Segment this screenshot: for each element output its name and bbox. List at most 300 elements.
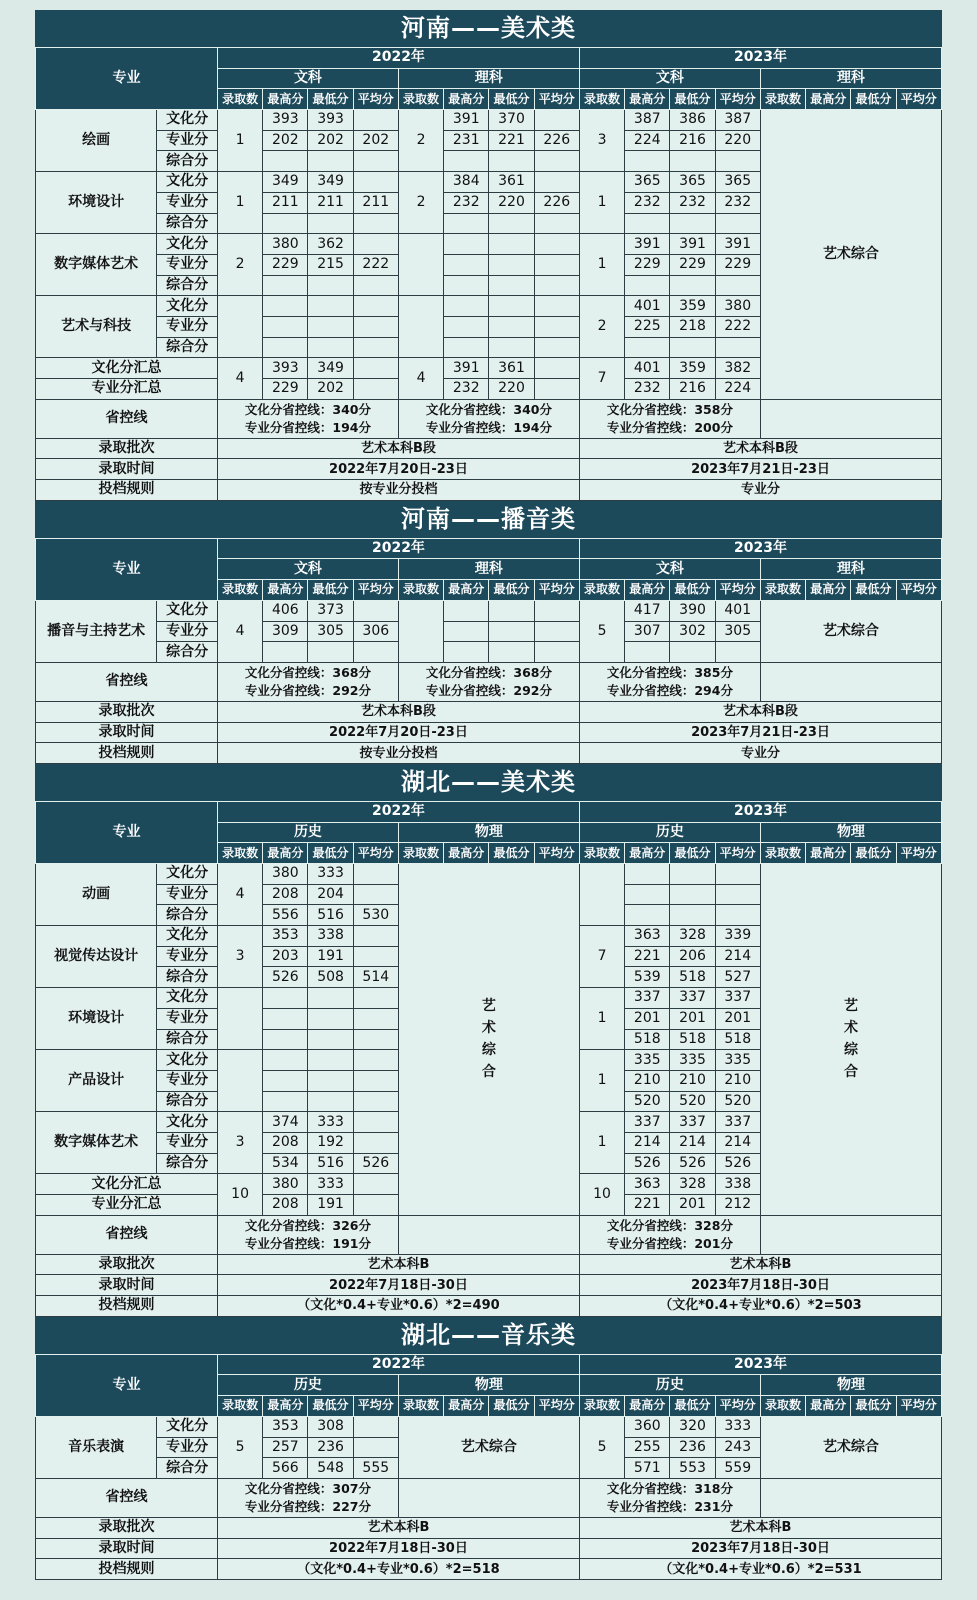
- rule-2023: （文化*0.4+专业*0.6）*2=531: [579, 1559, 941, 1580]
- column-header: 录取数: [760, 1396, 805, 1417]
- control-2022-a: [217, 1478, 398, 1517]
- score-cell: [489, 316, 534, 337]
- art-zonghe-char: 合: [481, 1064, 496, 1081]
- control-2022-a: [217, 662, 398, 701]
- major-name: 数字媒体艺术: [36, 234, 157, 296]
- control-line: 专业分省控线：227分: [244, 1498, 371, 1514]
- score-cell: 229: [263, 379, 308, 400]
- score-cell: 211: [263, 192, 308, 213]
- score-cell: 390: [670, 600, 715, 621]
- score-type-label: 专业分: [157, 884, 218, 905]
- score-cell: 527: [715, 967, 760, 988]
- control-2022-b: [398, 662, 579, 701]
- score-cell: 349: [308, 358, 353, 379]
- control-2023-a: [579, 1215, 760, 1254]
- score-cell: 214: [625, 1132, 670, 1153]
- score-cell: [625, 213, 670, 234]
- control-2022-b: [398, 399, 579, 438]
- column-header: 最高分: [625, 843, 670, 864]
- major-name: 数字媒体艺术: [36, 1112, 157, 1174]
- score-cell: 353: [263, 926, 308, 947]
- admission-score-sheet: [35, 10, 942, 1580]
- batch-2022: 艺术本科B段: [217, 438, 579, 459]
- score-cell: 308: [308, 1416, 353, 1437]
- score-cell: [670, 213, 715, 234]
- column-header: 最低分: [670, 843, 715, 864]
- score-cell: 391: [444, 110, 489, 131]
- score-cell: [353, 1008, 398, 1029]
- score-cell: 363: [625, 1174, 670, 1195]
- score-cell: [670, 275, 715, 296]
- score-table: [35, 538, 942, 764]
- score-cell: 225: [625, 316, 670, 337]
- column-header: 最高分: [444, 843, 489, 864]
- score-cell: [263, 296, 308, 317]
- score-cell: [353, 1029, 398, 1050]
- score-cell: 534: [263, 1153, 308, 1174]
- admit-count: 4: [398, 358, 443, 399]
- year-2023-header: 2023年: [579, 801, 941, 822]
- admit-count: 1: [579, 1112, 624, 1174]
- score-cell: 191: [308, 946, 353, 967]
- score-cell: [308, 1050, 353, 1071]
- score-cell: [534, 254, 579, 275]
- score-cell: [534, 621, 579, 642]
- score-cell: 520: [670, 1091, 715, 1112]
- score-cell: 349: [308, 172, 353, 193]
- score-cell: [353, 379, 398, 400]
- score-cell: 229: [263, 254, 308, 275]
- score-cell: 393: [308, 110, 353, 131]
- column-header: 最低分: [851, 1396, 896, 1417]
- column-header: 最高分: [263, 89, 308, 110]
- score-type-label: 文化分: [157, 926, 218, 947]
- score-cell: [353, 110, 398, 131]
- score-cell: [715, 864, 760, 885]
- year-2023-header: 2023年: [579, 1354, 941, 1375]
- score-type-label: 文化分: [157, 296, 218, 317]
- score-cell: 530: [353, 905, 398, 926]
- score-type-label: 综合分: [157, 905, 218, 926]
- column-header: 最低分: [670, 1396, 715, 1417]
- score-cell: 328: [670, 926, 715, 947]
- score-cell: 232: [670, 192, 715, 213]
- column-header: 最低分: [851, 580, 896, 601]
- admit-count: 3: [579, 110, 624, 172]
- column-header: 录取数: [217, 89, 262, 110]
- score-cell: 201: [625, 1008, 670, 1029]
- score-cell: 555: [353, 1458, 398, 1479]
- score-cell: 337: [670, 988, 715, 1009]
- score-cell: 339: [715, 926, 760, 947]
- score-cell: 359: [670, 296, 715, 317]
- admit-count: 2: [217, 234, 262, 296]
- column-header: 最低分: [308, 843, 353, 864]
- score-type-label: 综合分: [157, 213, 218, 234]
- batch-2023: 艺术本科B段: [579, 438, 941, 459]
- time-label: 录取时间: [36, 1538, 218, 1559]
- score-cell: 333: [308, 1174, 353, 1195]
- score-cell: 361: [489, 358, 534, 379]
- time-2023: 2023年7月21日-23日: [579, 459, 941, 480]
- art-zonghe-char: 综: [481, 1042, 496, 1059]
- score-cell: [534, 151, 579, 172]
- score-cell: 307: [625, 621, 670, 642]
- score-cell: [444, 213, 489, 234]
- score-cell: 556: [263, 905, 308, 926]
- major-header: 专业: [36, 801, 218, 863]
- column-header: 录取数: [760, 843, 805, 864]
- score-cell: [353, 600, 398, 621]
- control-line: 文化分省控线：318分: [606, 1480, 733, 1496]
- admit-count: 1: [579, 988, 624, 1050]
- admit-count: [398, 600, 443, 662]
- score-cell: [263, 988, 308, 1009]
- time-2022: 2022年7月20日-23日: [217, 459, 579, 480]
- admit-count: [398, 296, 443, 358]
- control-line: 文化分省控线：368分: [425, 664, 552, 680]
- section-title: 湖北——美术类: [35, 764, 942, 801]
- score-cell: 374: [263, 1112, 308, 1133]
- art-zonghe-note: 艺术综合: [760, 1416, 941, 1478]
- score-cell: [353, 1174, 398, 1195]
- time-2022: 2022年7月18日-30日: [217, 1538, 579, 1559]
- time-2023: 2023年7月18日-30日: [579, 1538, 941, 1559]
- time-2022: 2022年7月20日-23日: [217, 722, 579, 743]
- major-name: 音乐表演: [36, 1416, 157, 1478]
- column-header: 最高分: [806, 89, 851, 110]
- score-cell: [715, 275, 760, 296]
- rule-label: 投档规则: [36, 480, 218, 501]
- score-type-label: 综合分: [157, 1458, 218, 1479]
- column-header: 平均分: [353, 580, 398, 601]
- art-zonghe-char: 术: [843, 1020, 858, 1037]
- score-cell: 370: [489, 110, 534, 131]
- column-header: 平均分: [896, 843, 941, 864]
- score-cell: [489, 642, 534, 663]
- score-cell: 365: [670, 172, 715, 193]
- score-cell: 257: [263, 1437, 308, 1458]
- score-type-label: 专业分: [157, 1008, 218, 1029]
- score-cell: 214: [715, 1132, 760, 1153]
- score-cell: [263, 1008, 308, 1029]
- subject-group-header: 文科: [217, 559, 398, 580]
- summary-label: 专业分汇总: [36, 1195, 218, 1216]
- score-cell: 211: [353, 192, 398, 213]
- score-cell: 337: [715, 988, 760, 1009]
- art-zonghe-char: 合: [843, 1064, 858, 1081]
- column-header: 平均分: [353, 843, 398, 864]
- score-cell: 218: [670, 316, 715, 337]
- score-cell: 232: [444, 379, 489, 400]
- column-header: 平均分: [715, 1396, 760, 1417]
- column-header: 录取数: [579, 89, 624, 110]
- subject-group-header: 理科: [760, 68, 941, 89]
- rule-2022: 按专业分投档: [217, 743, 579, 764]
- admit-count: 5: [579, 1416, 624, 1478]
- subject-group-header: 文科: [579, 559, 760, 580]
- control-2022-a: [217, 1215, 398, 1254]
- score-cell: [353, 316, 398, 337]
- score-type-label: 专业分: [157, 621, 218, 642]
- admit-count: 1: [217, 110, 262, 172]
- score-cell: 333: [715, 1416, 760, 1437]
- subject-group-header: 物理: [760, 1375, 941, 1396]
- column-header: 平均分: [534, 843, 579, 864]
- score-cell: [625, 905, 670, 926]
- major-header: 专业: [36, 1354, 218, 1416]
- batch-2023: 艺术本科B段: [579, 701, 941, 722]
- control-line: 专业分省控线：294分: [606, 682, 733, 698]
- score-cell: [444, 296, 489, 317]
- score-cell: [353, 358, 398, 379]
- control-label: 省控线: [36, 399, 218, 438]
- score-cell: 520: [625, 1091, 670, 1112]
- score-cell: 221: [489, 130, 534, 151]
- subject-group-header: 历史: [579, 1375, 760, 1396]
- subject-group-header: 理科: [398, 68, 579, 89]
- column-header: 最低分: [851, 89, 896, 110]
- score-cell: 526: [670, 1153, 715, 1174]
- score-cell: 353: [263, 1416, 308, 1437]
- score-type-label: 综合分: [157, 642, 218, 663]
- column-header: 录取数: [760, 580, 805, 601]
- score-cell: 401: [625, 296, 670, 317]
- control-line: 专业分省控线：191分: [244, 1235, 371, 1251]
- subject-group-header: 历史: [579, 822, 760, 843]
- major-name: 环境设计: [36, 988, 157, 1050]
- score-cell: 232: [625, 379, 670, 400]
- score-cell: [353, 1132, 398, 1153]
- score-cell: [534, 337, 579, 358]
- score-cell: 206: [670, 946, 715, 967]
- score-type-label: 专业分: [157, 946, 218, 967]
- score-cell: [308, 1091, 353, 1112]
- time-2022: 2022年7月18日-30日: [217, 1275, 579, 1296]
- admit-count: 2: [579, 296, 624, 358]
- score-cell: [534, 642, 579, 663]
- score-cell: 333: [308, 864, 353, 885]
- score-cell: 380: [263, 864, 308, 885]
- score-cell: 208: [263, 884, 308, 905]
- score-cell: [534, 358, 579, 379]
- score-cell: [444, 337, 489, 358]
- score-cell: 320: [670, 1416, 715, 1437]
- score-cell: 391: [715, 234, 760, 255]
- column-header: 录取数: [398, 580, 443, 601]
- column-header: 平均分: [896, 89, 941, 110]
- score-cell: 393: [263, 110, 308, 131]
- score-cell: 231: [444, 130, 489, 151]
- control-2022-a: [217, 399, 398, 438]
- rule-label: 投档规则: [36, 743, 218, 764]
- score-cell: [353, 1437, 398, 1458]
- score-cell: 229: [670, 254, 715, 275]
- score-cell: [625, 864, 670, 885]
- art-zonghe-note: 艺术综合: [398, 1416, 579, 1478]
- score-type-label: 文化分: [157, 172, 218, 193]
- score-type-label: 专业分: [157, 316, 218, 337]
- admit-count: 10: [579, 1174, 624, 1215]
- score-type-label: 文化分: [157, 988, 218, 1009]
- control-line: 文化分省控线：307分: [244, 1480, 371, 1496]
- subject-group-header: 物理: [398, 1375, 579, 1396]
- score-type-label: 专业分: [157, 254, 218, 275]
- control-2023-a: [579, 1478, 760, 1517]
- column-header: 最低分: [308, 580, 353, 601]
- column-header: 最高分: [263, 580, 308, 601]
- year-2022-header: 2022年: [217, 1354, 579, 1375]
- score-cell: [353, 1091, 398, 1112]
- score-type-label: 文化分: [157, 234, 218, 255]
- score-cell: [444, 151, 489, 172]
- score-cell: [308, 296, 353, 317]
- control-line: 专业分省控线：231分: [606, 1498, 733, 1514]
- score-cell: 202: [308, 379, 353, 400]
- score-cell: [489, 337, 534, 358]
- score-cell: 214: [670, 1132, 715, 1153]
- column-header: 最低分: [489, 580, 534, 601]
- admit-count: [217, 1050, 262, 1112]
- score-cell: 208: [263, 1132, 308, 1153]
- score-cell: 216: [670, 130, 715, 151]
- rule-2022: （文化*0.4+专业*0.6）*2=490: [217, 1296, 579, 1317]
- score-cell: 232: [715, 192, 760, 213]
- column-header: 最高分: [625, 580, 670, 601]
- score-cell: [715, 905, 760, 926]
- score-cell: [353, 864, 398, 885]
- major-header: 专业: [36, 48, 218, 110]
- score-cell: [263, 213, 308, 234]
- score-cell: [353, 1195, 398, 1216]
- column-header: 最低分: [489, 843, 534, 864]
- batch-label: 录取批次: [36, 1254, 218, 1275]
- score-cell: 229: [715, 254, 760, 275]
- score-type-label: 文化分: [157, 864, 218, 885]
- rule-2023: 专业分: [579, 743, 941, 764]
- score-cell: 365: [625, 172, 670, 193]
- score-type-label: 综合分: [157, 337, 218, 358]
- score-cell: 202: [353, 130, 398, 151]
- control-empty: [398, 1478, 579, 1517]
- batch-2023: 艺术本科B: [579, 1517, 941, 1538]
- score-type-label: 文化分: [157, 600, 218, 621]
- art-zonghe-char: 术: [481, 1020, 496, 1037]
- time-label: 录取时间: [36, 1275, 218, 1296]
- column-header: 录取数: [217, 580, 262, 601]
- control-label: 省控线: [36, 1478, 218, 1517]
- major-name: 视觉传达设计: [36, 926, 157, 988]
- score-cell: 191: [308, 1195, 353, 1216]
- score-type-label: 专业分: [157, 1132, 218, 1153]
- time-2023: 2023年7月18日-30日: [579, 1275, 941, 1296]
- score-cell: [715, 213, 760, 234]
- column-header: 最低分: [670, 580, 715, 601]
- score-cell: [308, 1008, 353, 1029]
- control-line: 文化分省控线：326分: [244, 1217, 371, 1233]
- score-cell: [489, 600, 534, 621]
- score-cell: [670, 151, 715, 172]
- batch-label: 录取批次: [36, 438, 218, 459]
- rule-label: 投档规则: [36, 1296, 218, 1317]
- control-empty: [760, 399, 941, 438]
- score-cell: [534, 213, 579, 234]
- column-header: 最高分: [625, 1396, 670, 1417]
- score-cell: 401: [625, 358, 670, 379]
- score-cell: [625, 337, 670, 358]
- score-cell: 226: [534, 130, 579, 151]
- score-type-label: 专业分: [157, 1437, 218, 1458]
- control-line: 文化分省控线：340分: [425, 401, 552, 417]
- score-type-label: 综合分: [157, 275, 218, 296]
- batch-label: 录取批次: [36, 701, 218, 722]
- score-cell: [670, 337, 715, 358]
- art-zonghe-note: [760, 864, 941, 1216]
- score-cell: 215: [308, 254, 353, 275]
- score-cell: 211: [308, 192, 353, 213]
- score-cell: 335: [670, 1050, 715, 1071]
- admit-count: 1: [579, 1050, 624, 1112]
- control-label: 省控线: [36, 662, 218, 701]
- score-cell: [353, 1050, 398, 1071]
- score-cell: [308, 213, 353, 234]
- admit-count: [217, 988, 262, 1050]
- column-header: 最高分: [806, 843, 851, 864]
- year-2022-header: 2022年: [217, 538, 579, 559]
- score-cell: [263, 642, 308, 663]
- control-empty: [398, 1215, 579, 1254]
- score-cell: [670, 905, 715, 926]
- score-cell: 380: [263, 1174, 308, 1195]
- column-header: 最低分: [851, 843, 896, 864]
- score-cell: [670, 642, 715, 663]
- score-cell: [534, 234, 579, 255]
- art-zonghe-note: [398, 864, 579, 1216]
- score-cell: [489, 234, 534, 255]
- score-cell: 338: [308, 926, 353, 947]
- major-name: 艺术与科技: [36, 296, 157, 358]
- column-header: 最高分: [625, 89, 670, 110]
- score-cell: 518: [715, 1029, 760, 1050]
- column-header: 录取数: [217, 843, 262, 864]
- time-label: 录取时间: [36, 722, 218, 743]
- rule-2023: 专业分: [579, 480, 941, 501]
- score-type-label: 文化分: [157, 1050, 218, 1071]
- admit-count: 3: [217, 1112, 262, 1174]
- score-cell: [263, 316, 308, 337]
- admit-count: 4: [217, 600, 262, 662]
- score-cell: 526: [263, 967, 308, 988]
- score-cell: 208: [263, 1195, 308, 1216]
- score-cell: 406: [263, 600, 308, 621]
- score-cell: 212: [715, 1195, 760, 1216]
- batch-2022: 艺术本科B: [217, 1254, 579, 1275]
- score-cell: 210: [625, 1070, 670, 1091]
- score-cell: 337: [625, 1112, 670, 1133]
- score-cell: 328: [670, 1174, 715, 1195]
- score-type-label: 文化分: [157, 110, 218, 131]
- admit-count: 10: [217, 1174, 262, 1215]
- admit-count: 1: [217, 172, 262, 234]
- score-cell: [353, 926, 398, 947]
- major-name: 产品设计: [36, 1050, 157, 1112]
- score-cell: 548: [308, 1458, 353, 1479]
- column-header: 平均分: [353, 1396, 398, 1417]
- admit-count: 7: [579, 358, 624, 399]
- subject-group-header: 物理: [760, 822, 941, 843]
- score-cell: 338: [715, 1174, 760, 1195]
- score-cell: 391: [670, 234, 715, 255]
